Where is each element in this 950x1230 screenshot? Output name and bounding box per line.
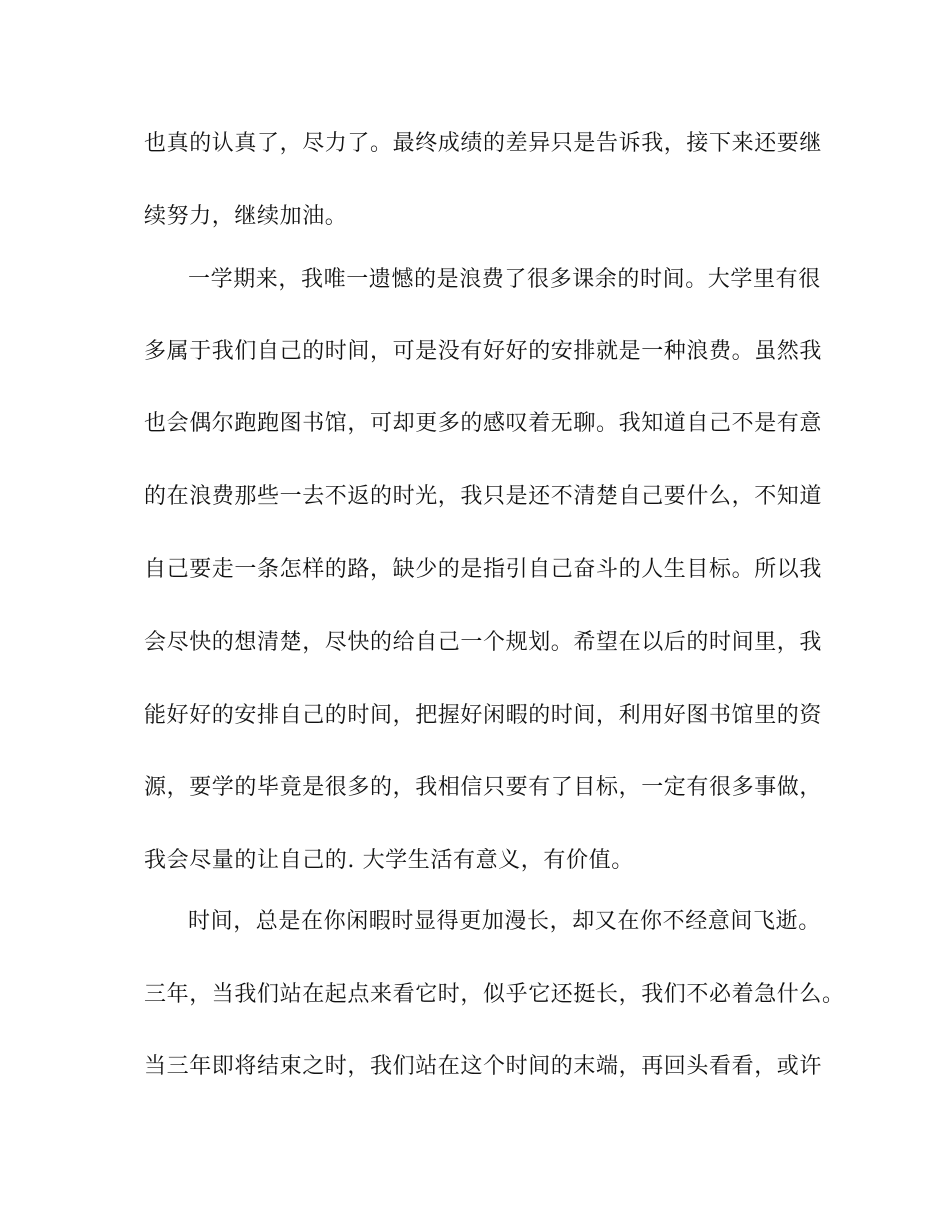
text-line: 自己要走一条怎样的路，缺少的是指引自己奋斗的人生目标。所以我 xyxy=(144,557,823,582)
text-line: 我会尽量的让自己的. 大学生活有意义，有价值。 xyxy=(144,848,634,873)
text-line: 三年，当我们站在起点来看它时，似乎它还挺长，我们不必着急什么。 xyxy=(144,982,845,1007)
text-line: 源，要学的毕竟是很多的，我相信只要有了目标，一定有很多事做， xyxy=(144,775,823,800)
text-line: 的在浪费那些一去不返的时光，我只是还不清楚自己要什么，不知道 xyxy=(144,484,823,509)
text-line: 也会偶尔跑跑图书馆，可却更多的感叹着无聊。我知道自己不是有意 xyxy=(144,411,823,436)
text-line: 当三年即将结束之时，我们站在这个时间的末端，再回头看看，或许 xyxy=(144,1054,823,1079)
text-line: 也真的认真了，尽力了。最终成绩的差异只是告诉我，接下来还要继 xyxy=(144,131,823,156)
text-line: 续努力，继续加油。 xyxy=(144,204,348,229)
text-line: 多属于我们自己的时间，可是没有好好的安排就是一种浪费。虽然我 xyxy=(144,339,823,364)
paragraph-start-line: 时间，总是在你闲暇时显得更加漫长，却又在你不经意间飞逝。 xyxy=(188,909,821,934)
text-line: 能好好的安排自己的时间，把握好闲暇的时间，利用好图书馆里的资 xyxy=(144,703,823,728)
paragraph-start-line: 一学期来，我唯一遗憾的是浪费了很多课余的时间。大学里有很 xyxy=(188,267,821,292)
text-line: 会尽快的想清楚，尽快的给自己一个规划。希望在以后的时间里，我 xyxy=(144,630,823,655)
